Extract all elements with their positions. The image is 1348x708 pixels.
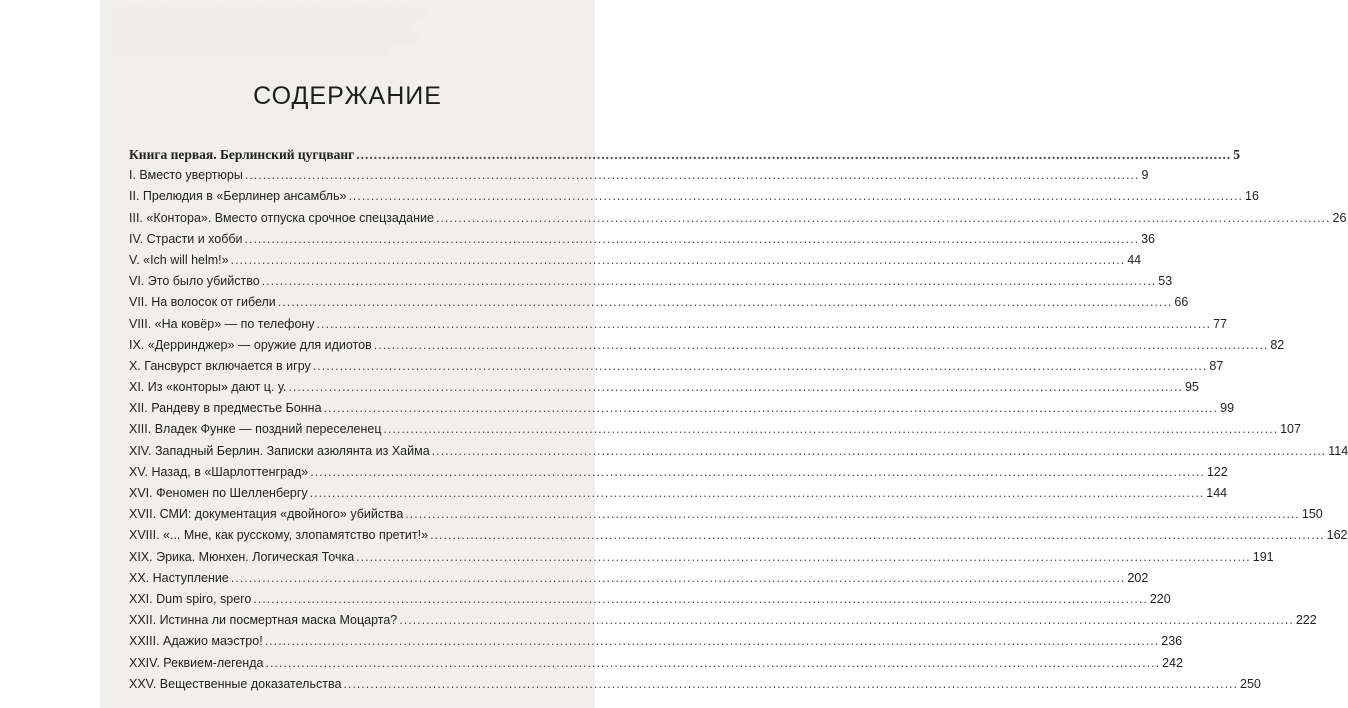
toc-leader-dots: ........................................................................................................................................................................................................ xyxy=(373,337,1269,352)
toc-entry-title: XXV. Вещественные доказательства xyxy=(129,676,342,691)
toc-entry-page: 77 xyxy=(1213,316,1228,331)
toc-entry-page: 150 xyxy=(1301,507,1323,522)
toc-leader-dots: ........................................................................................................................................................................................................ xyxy=(253,591,1148,606)
toc-entry xyxy=(129,486,1228,507)
toc-entry xyxy=(129,655,1183,677)
toc-entry xyxy=(129,274,1173,295)
toc-entry xyxy=(129,358,1224,380)
toc-entry-page: 82 xyxy=(1270,337,1285,352)
toc-leader-dots: ........................................................................................................................................................................................................ xyxy=(323,401,1219,416)
toc-entry-page: 95 xyxy=(1184,380,1199,395)
toc-entry xyxy=(129,210,1347,232)
toc-entry-page: 114 xyxy=(1328,443,1348,458)
toc-entry xyxy=(129,422,1301,443)
toc-entry xyxy=(129,549,1274,571)
toc-entry-page: 242 xyxy=(1162,655,1183,670)
toc-entry-title: II. Прелюдия в «Берлинер ансамбль» xyxy=(129,189,347,204)
toc-entry-title: Книга первая. Берлинский цугцванг xyxy=(129,147,355,162)
toc-leader-dots: ........................................................................................................................................................................................................ xyxy=(312,358,1208,373)
toc-entry-page: 5 xyxy=(1233,147,1241,162)
page-title: СОДЕРЖАНИЕ xyxy=(253,82,442,110)
toc-entry-title: XIII. Владек Функе — поздний переселенец xyxy=(129,422,382,437)
show-through-texture: ░░░░░░░░░░░░░░░░░░░░░░░░░░░░░░░░░░░░░░░░ ░░░░░░░░░░░░░░░░░░░░░░░░░░░░░░░░░░░░░░ ░░░░░░░░░░░░░░░░░░░░░░░░░░░░░░░░░░░░░░░ ░░░░░░░░░░░░░░░░░░░░░░░░░░░░░░░░░░░ xyxy=(114,6,426,57)
toc-entry-title: XV. Назад, в «Шарлоттенград» xyxy=(129,464,309,479)
toc-entry-page: 222 xyxy=(1295,613,1317,628)
toc-entry-page: 16 xyxy=(1245,189,1259,204)
toc-leader-dots: ........................................................................................................................................................................................................ xyxy=(343,676,1238,691)
toc-entry-page: 220 xyxy=(1149,591,1171,606)
toc-book-heading xyxy=(129,147,1241,168)
toc-entry xyxy=(129,380,1199,401)
toc-leader-dots: ........................................................................................................................................................................................................ xyxy=(244,168,1140,183)
toc-entry-page: 66 xyxy=(1174,295,1189,310)
toc-entry xyxy=(129,507,1323,528)
toc-entry-page: 44 xyxy=(1127,252,1142,267)
toc-entry-title: XIX. Эрика. Мюнхен. Логическая Точка xyxy=(129,549,355,564)
toc-entry-title: VI. Это было убийство xyxy=(129,274,260,289)
toc-entry xyxy=(129,613,1317,634)
toc-entry xyxy=(129,634,1183,655)
toc-entry xyxy=(129,231,1156,253)
toc-entry-title: XIV. Западный Берлин. Записки азюлянта из Хайма xyxy=(129,443,430,458)
toc-entry-page: 122 xyxy=(1206,464,1228,479)
toc-leader-dots: ........................................................................................................................................................................................................ xyxy=(383,422,1279,437)
toc-entry-title: IV. Страсти и хобби xyxy=(129,231,243,246)
toc-entry-page: 191 xyxy=(1252,549,1274,564)
toc-entry-page: 202 xyxy=(1127,570,1149,585)
toc-entry-title: XI. Из «конторы» дают ц. у. xyxy=(129,380,287,395)
toc-leader-dots: ........................................................................................................................................................................................................ xyxy=(348,189,1244,204)
toc-entry-title: XXIV. Реквием-легенда xyxy=(129,655,264,670)
toc-leader-dots: ........................................................................................................................................................................................................ xyxy=(399,613,1294,628)
toc-entry xyxy=(129,676,1261,698)
toc-entry-title: III. «Контора». Вместо отпуска срочное спецзадание xyxy=(129,210,434,225)
toc-leader-dots: ........................................................................................................................................................................................................ xyxy=(230,570,1126,585)
toc-entry-title: XXII. Истинна ли посмертная маска Моцарта? xyxy=(129,613,398,628)
toc-entry-page: 107 xyxy=(1280,422,1301,437)
toc-entry xyxy=(129,401,1235,422)
toc-entry xyxy=(129,443,1348,465)
toc-entry-title: XXIII. Адажио маэстро! xyxy=(129,634,263,649)
toc-entry xyxy=(129,464,1228,486)
toc-entry-title: XII. Рандеву в предместье Бонна xyxy=(129,401,322,416)
toc-entry-page: 144 xyxy=(1206,486,1228,500)
toc-leader-dots: ........................................................................................................................................................................................................ xyxy=(356,549,1251,564)
toc-entry-page: 236 xyxy=(1161,634,1183,649)
toc-entry-title: X. Гансвурст включается в игру xyxy=(129,358,311,373)
toc-entry-page: 26 xyxy=(1332,210,1347,225)
toc-entry-page: 250 xyxy=(1240,676,1261,691)
toc-leader-dots: ........................................................................................................................................................................................................ xyxy=(288,380,1183,395)
toc-entry xyxy=(129,528,1348,549)
toc-entry-title: IX. «Дерринджер» — оружие для идиотов xyxy=(129,337,372,352)
toc-entry xyxy=(129,252,1142,274)
toc-entry-page: 99 xyxy=(1220,401,1235,416)
toc-entry xyxy=(129,570,1149,592)
toc-leader-dots: ........................................................................................................................................................................................................ xyxy=(309,486,1205,500)
toc-entry xyxy=(129,168,1149,189)
toc-entry xyxy=(129,295,1189,316)
toc-leader-dots: ........................................................................................................................................................................................................ xyxy=(316,316,1212,331)
toc-entry-title: XVI. Феномен по Шелленбергу xyxy=(129,486,308,500)
toc-leader-dots: ........................................................................................................................................................................................................ xyxy=(435,210,1331,225)
toc-entry-title: I. Вместо увертюры xyxy=(129,168,243,183)
toc-entry-page: 36 xyxy=(1141,231,1156,246)
toc-leader-dots: ........................................................................................................................................................................................................ xyxy=(310,464,1205,479)
toc-entry-title: XVIII. «... Мне, как русскому, злопамятство претит!» xyxy=(129,528,429,543)
toc-leader-dots: ........................................................................................................................................................................................................ xyxy=(430,528,1325,543)
toc-entry-title: XX. Наступление xyxy=(129,570,229,585)
toc-entry-title: VIII. «На ковёр» — по телефону xyxy=(129,316,315,331)
toc-entry-page: 87 xyxy=(1209,358,1224,373)
toc-entry-page: 53 xyxy=(1158,274,1173,289)
toc-entry xyxy=(129,316,1228,338)
toc-entry xyxy=(129,591,1171,613)
toc-leader-dots: ........................................................................................................................................................................................................ xyxy=(277,295,1173,310)
toc-leader-dots: ........................................................................................................................................................................................................ xyxy=(261,274,1157,289)
toc-entry-title: V. «Ich will helm!» xyxy=(129,252,229,267)
toc-leader-dots: ........................................................................................................................................................................................................ xyxy=(356,147,1232,162)
toc-entry-page: 162 xyxy=(1326,528,1348,543)
toc-leader-dots: ........................................................................................................................................................................................................ xyxy=(230,252,1126,267)
book-page xyxy=(100,0,1348,708)
toc-leader-dots: ........................................................................................................................................................................................................ xyxy=(405,507,1300,522)
toc-entry xyxy=(129,189,1259,210)
toc-entry-title: VII. На волосок от гибели xyxy=(129,295,276,310)
toc-leader-dots: ........................................................................................................................................................................................................ xyxy=(431,443,1327,458)
toc-entry-page: 9 xyxy=(1141,168,1149,183)
table-of-contents xyxy=(129,147,1348,698)
toc-leader-dots: ........................................................................................................................................................................................................ xyxy=(244,231,1140,246)
toc-entry xyxy=(129,337,1285,359)
toc-entry-title: XXI. Dum spiro, spero xyxy=(129,591,252,606)
toc-entry-title: XVII. СМИ: документация «двойного» убийства xyxy=(129,507,404,522)
toc-leader-dots: ........................................................................................................................................................................................................ xyxy=(264,634,1160,649)
toc-leader-dots: ........................................................................................................................................................................................................ xyxy=(265,655,1161,670)
